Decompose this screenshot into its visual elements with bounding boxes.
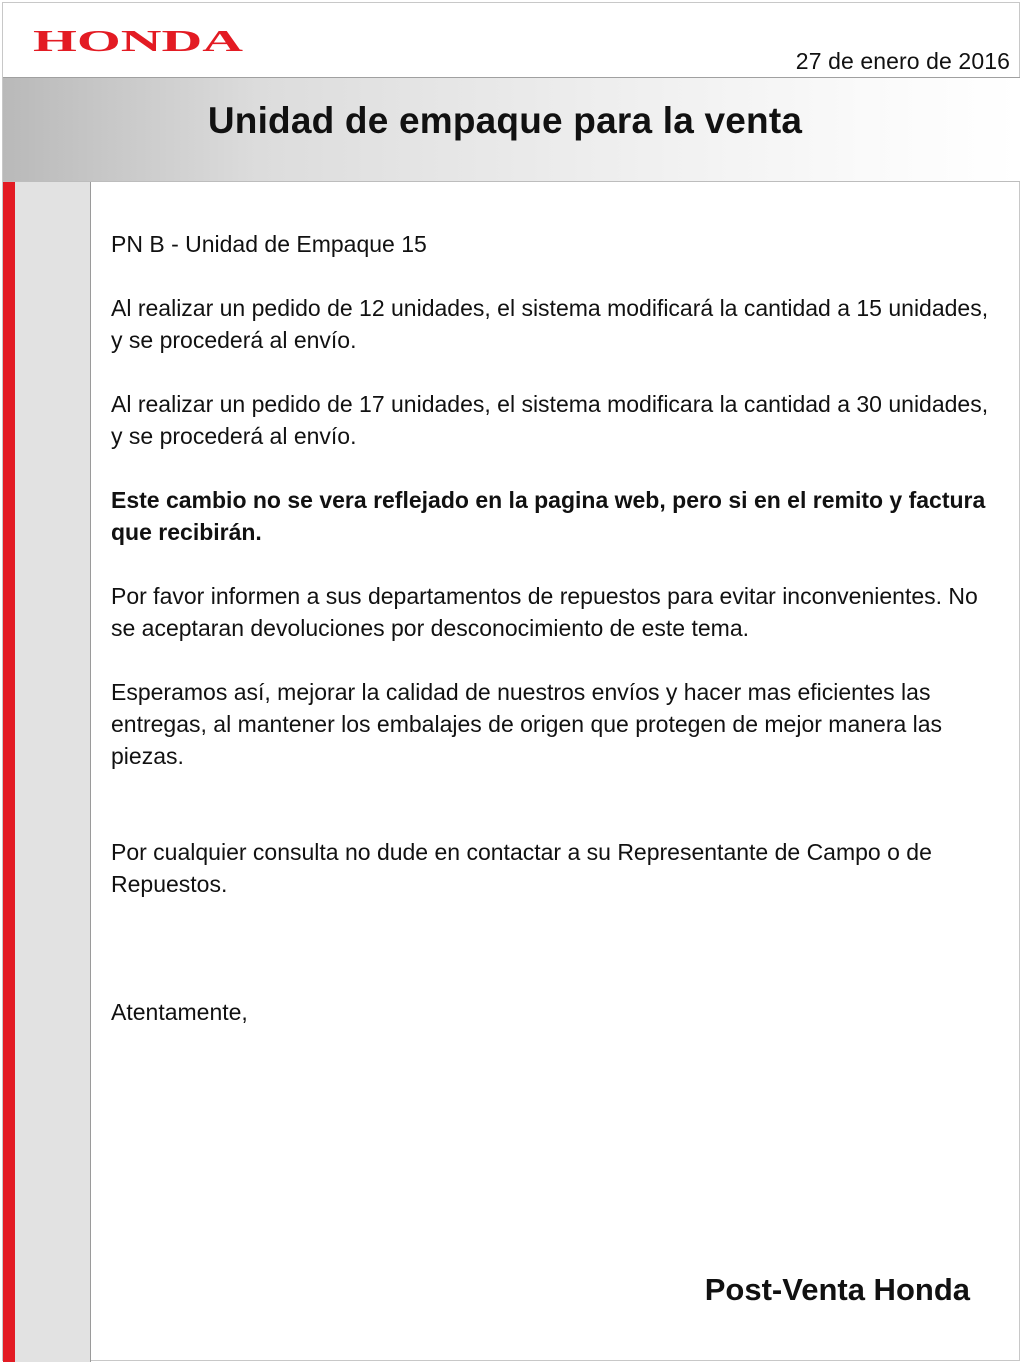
closing-line: Atentamente,	[111, 999, 248, 1025]
red-accent-stripe	[3, 182, 15, 1362]
honda-logo	[32, 25, 244, 55]
letter-body	[111, 228, 991, 1060]
gray-side-panel	[15, 182, 91, 1362]
paragraph-12-units: Al realizar un pedido de 12 unidades, el sistema modificará la cantidad a 15 unidades, y se procederá al envío.	[111, 295, 989, 353]
part-number-line: PN B - Unidad de Empaque 15	[111, 231, 427, 257]
svg-text:HONDA: HONDA	[33, 25, 244, 55]
paragraph-contact: Por cualquier consulta no dude en contactar a su Representante de Campo o de Repuestos.	[111, 839, 932, 897]
signature: Post-Venta Honda	[704, 1272, 970, 1307]
paragraph-17-units: Al realizar un pedido de 17 unidades, el sistema modificara la cantidad a 30 unidades, y se procederá al envío.	[111, 391, 989, 449]
page-title: Unidad de empaque para la venta	[207, 100, 803, 141]
paragraph-inform-departments: Por favor informen a sus departamentos de repuestos para evitar inconvenientes. No se aceptaran devoluciones por desconocimiento de este tema.	[111, 583, 978, 641]
document-date: 27 de enero de 2016	[795, 48, 1010, 74]
paragraph-notice-bold: Este cambio no se vera reflejado en la pagina web, pero si en el remito y factura que recibirán.	[111, 487, 986, 545]
paragraph-improve-shipments: Esperamos así, mejorar la calidad de nuestros envíos y hacer mas eficientes las entregas, al mantener los embalajes de origen que protegen de mejor manera las piezas.	[111, 679, 943, 769]
